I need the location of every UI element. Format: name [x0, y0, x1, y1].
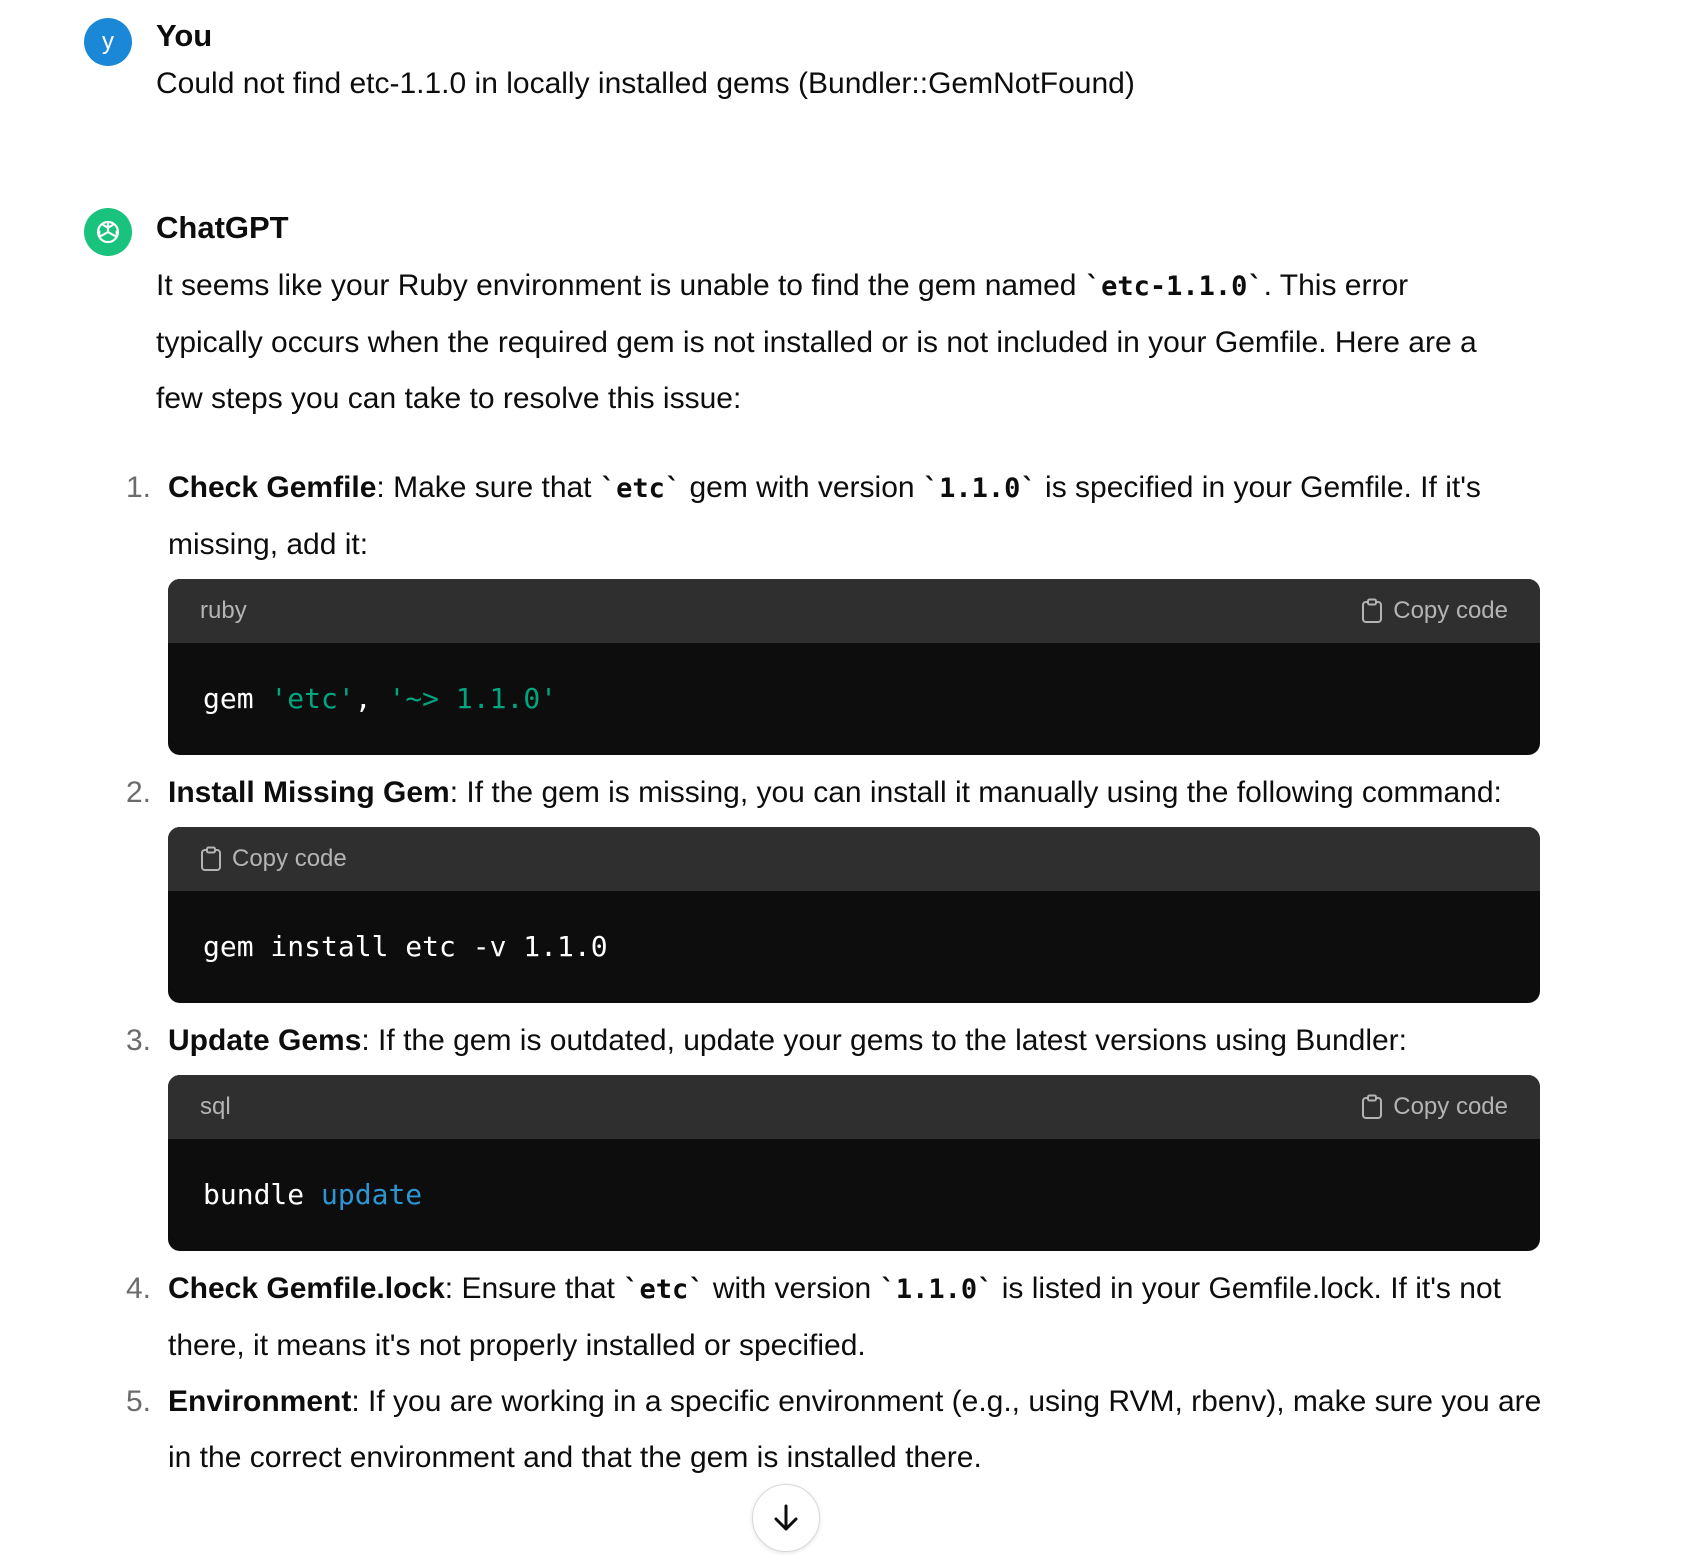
list-item-check-gemfile [84, 460, 1556, 755]
chatgpt-avatar [84, 208, 132, 256]
step-text [168, 776, 1502, 809]
code-header [168, 1075, 1540, 1139]
user-message-text: Could not find etc-1.1.0 in locally installed gems (Bundler::GemNotFound) [156, 67, 1135, 100]
arrow-down-icon [772, 1503, 800, 1533]
intro-text-before: It seems like your Ruby environment is unable to find the gem named [156, 269, 1085, 302]
list-number: 2. [126, 776, 152, 809]
code-header [168, 827, 1540, 891]
clipboard-icon [1361, 598, 1383, 624]
assistant-author: ChatGPT [156, 210, 289, 245]
list-item-install-missing-gem [84, 765, 1556, 1003]
list-item-environment [84, 1374, 1556, 1486]
inline-code: `1.1.0` [879, 1274, 994, 1305]
code-token: , [354, 682, 389, 715]
copy-code-label: Copy code [232, 845, 347, 872]
step-text [168, 1272, 1501, 1362]
inline-code: `etc` [623, 1274, 705, 1305]
step-text-part: : Make sure that [376, 471, 600, 504]
assistant-intro [156, 258, 1516, 427]
step-text-part: with version [704, 1272, 880, 1305]
list-number: 5. [126, 1385, 152, 1418]
code-language-label: ruby [200, 597, 247, 624]
list-item-check-gemfile-lock [84, 1261, 1556, 1374]
code-string-token: '~> 1.1.0' [388, 682, 558, 715]
copy-code-label: Copy code [1393, 597, 1508, 624]
copy-code-button[interactable] [200, 831, 347, 887]
list-number: 1. [126, 471, 152, 504]
step-text [168, 1024, 1407, 1057]
step-text [168, 471, 1481, 561]
list-number: 4. [126, 1272, 152, 1305]
step-text-part: is listed in your Gemfile.lock. If it's not there, it means it's not properly installed or specified. [168, 1272, 1501, 1362]
inline-code: `1.1.0` [922, 473, 1037, 504]
inline-code: `etc` [599, 473, 682, 504]
steps-list [84, 460, 1556, 1486]
code-string-token: 'etc' [270, 682, 355, 715]
step-text-part: : Ensure that [444, 1272, 624, 1305]
intro-inline-code: `etc-1.1.0` [1084, 271, 1264, 302]
step-text-part: is specified in your Gemfile. If it's missing, add it: [168, 471, 1481, 561]
copy-code-button[interactable] [1361, 1079, 1508, 1135]
copy-code-button[interactable] [1361, 583, 1508, 639]
clipboard-icon [1361, 1094, 1383, 1120]
openai-logo-icon [92, 216, 124, 248]
step-text-part: : If the gem is outdated, update your gems to the latest versions using Bundler: [361, 1024, 1407, 1057]
code-keyword-token: update [321, 1178, 423, 1211]
copy-code-label: Copy code [1393, 1093, 1508, 1120]
step-title: Environment [168, 1385, 352, 1418]
step-text-part: : If the gem is missing, you can install it manually using the following command: [449, 776, 1502, 809]
code-content [168, 643, 1540, 755]
step-text-part: : If you are working in a specific environment (e.g., using RVM, rbenv), make sure you are in the correct environment and that the gem is installed there. [168, 1385, 1542, 1474]
list-item-update-gems [84, 1013, 1556, 1251]
step-title: Check Gemfile.lock [168, 1272, 445, 1305]
code-block-sql [168, 1075, 1540, 1251]
intro-text-after: . This error typically occurs when the required gem is not installed or is not included in your Gemfile. Here are a few steps you can take to resolve this issue: [156, 269, 1477, 415]
code-token: bundle [203, 1178, 322, 1211]
step-title: Update Gems [168, 1024, 362, 1057]
code-block-ruby [168, 579, 1540, 755]
user-avatar [84, 18, 132, 66]
list-number: 3. [126, 1024, 152, 1057]
code-content: gem install etc -v 1.1.0 [203, 930, 608, 963]
code-language-label: sql [200, 1093, 231, 1120]
scroll-to-bottom-button[interactable] [752, 1484, 820, 1552]
clipboard-icon [200, 846, 222, 872]
step-text [168, 1385, 1541, 1474]
code-header [168, 579, 1540, 643]
avatar-letter: y [102, 28, 114, 55]
code-block-shell [168, 827, 1540, 1003]
code-content [168, 1139, 1540, 1251]
code-token: gem [203, 682, 271, 715]
user-author: You [156, 18, 213, 53]
step-title: Install Missing Gem [168, 776, 450, 809]
step-title: Check Gemfile [168, 471, 377, 504]
step-text-part: gem with version [681, 471, 923, 504]
